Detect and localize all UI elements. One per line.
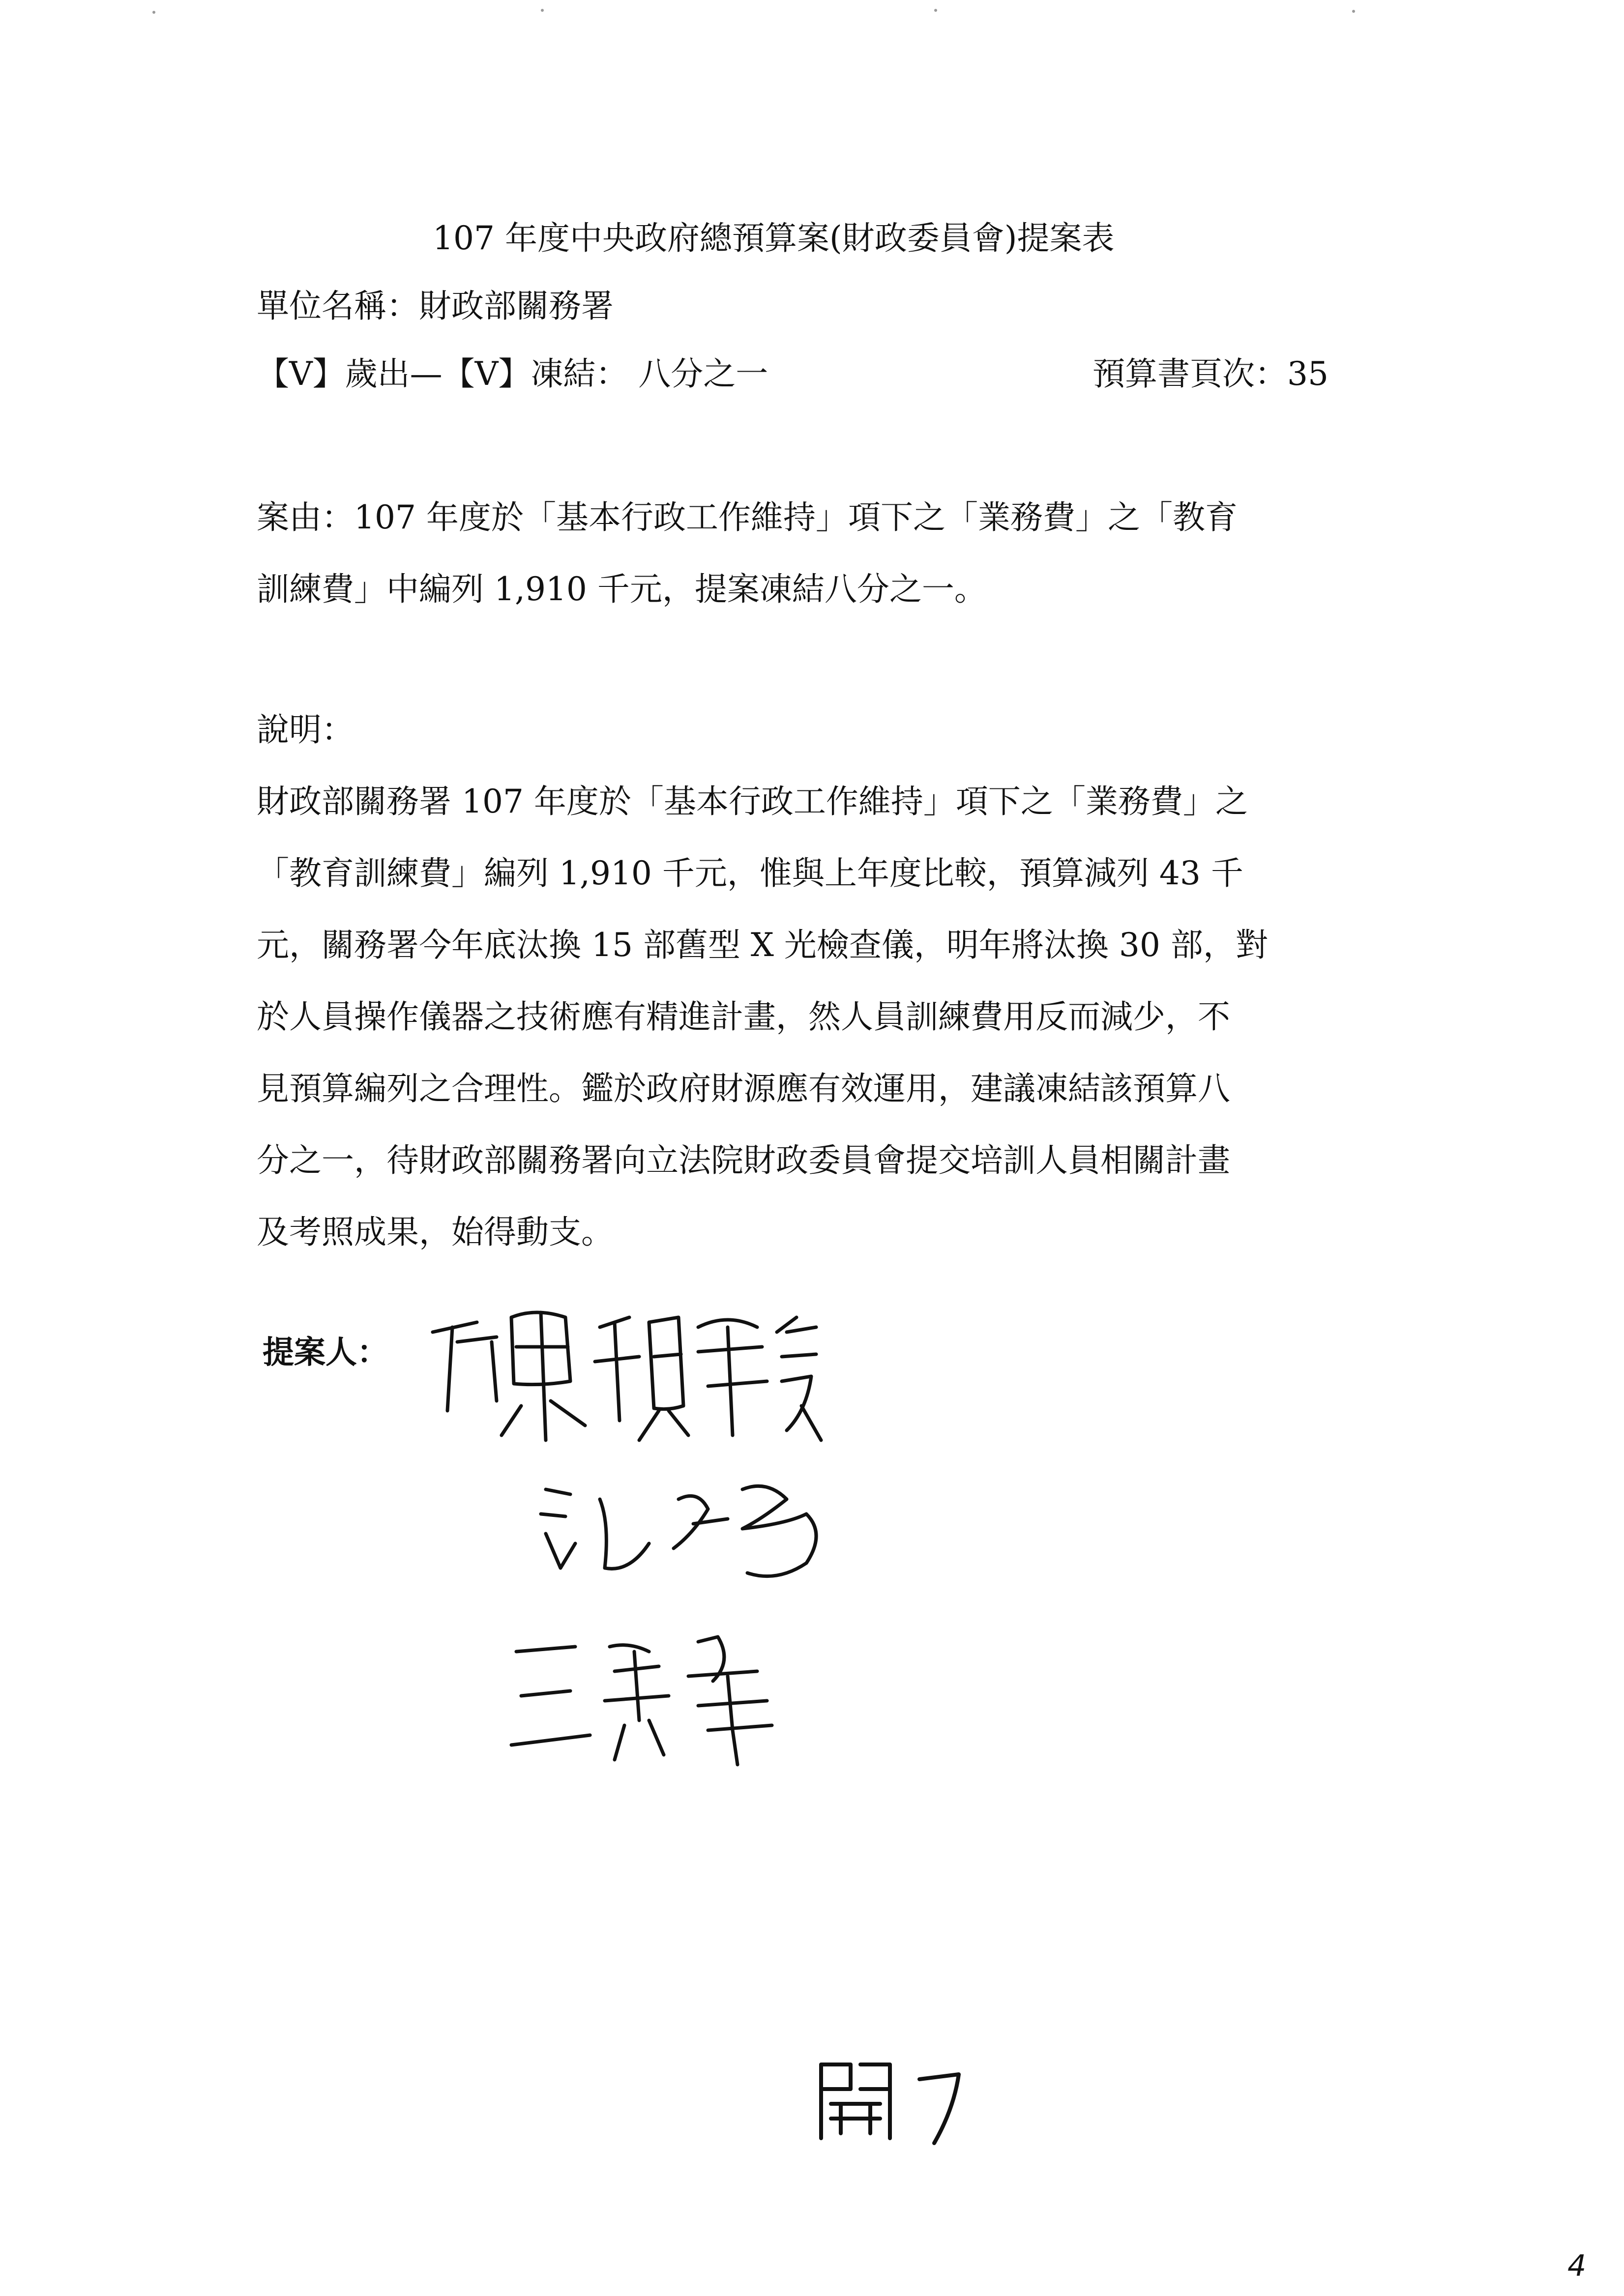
page-number: 4 <box>1567 2249 1587 2283</box>
document-title: 107 年度中央政府總預算案(財政委員會)提案表 <box>433 219 1115 257</box>
scan-artifact <box>934 9 937 12</box>
handwritten-signature <box>531 1470 875 1588</box>
expenditure-freeze-flags: 【V】歲出—【V】凍結： 八分之一 <box>257 355 768 393</box>
explanation-line: 及考照成果，始得動支。 <box>257 1213 614 1251</box>
handwritten-signature <box>423 1298 826 1445</box>
handwritten-note <box>811 2050 978 2148</box>
scan-artifact <box>152 11 155 14</box>
explanation-line: 於人員操作儀器之技術應有精進計畫，然人員訓練費用反而減少，不 <box>257 998 1230 1036</box>
reason-line-2: 訓練費」中編列 1,910 千元，提案凍結八分之一。 <box>257 570 987 608</box>
reason-line-1: 案由：107 年度於「基本行政工作維持」項下之「業務費」之「教育 <box>257 498 1238 536</box>
explanation-line: 財政部關務署 107 年度於「基本行政工作維持」項下之「業務費」之 <box>257 783 1248 820</box>
explanation-line: 「教育訓練費」編列 1,910 千元，惟與上年度比較，預算減列 43 千 <box>257 854 1243 892</box>
budget-flags-line <box>257 355 1329 393</box>
explanation-label: 說明： <box>257 711 354 749</box>
unit-name-line: 單位名稱：財政部關務署 <box>257 287 614 325</box>
explanation-line: 元，關務署今年底汰換 15 部舊型 X 光檢查儀，明年將汰換 30 部，對 <box>257 926 1268 964</box>
proposer-label: 提案人： <box>263 1335 388 1371</box>
scan-artifact <box>541 9 544 12</box>
explanation-line: 分之一，待財政部關務署向立法院財政委員會提交培訓人員相關計畫 <box>257 1141 1230 1179</box>
explanation-line: 見預算編列之合理性。鑑於政府財源應有效運用，建議凍結該預算八 <box>257 1070 1230 1107</box>
scan-artifact <box>1352 10 1355 13</box>
handwritten-signature <box>502 1622 846 1770</box>
budget-page-reference: 預算書頁次：35 <box>1093 355 1329 393</box>
